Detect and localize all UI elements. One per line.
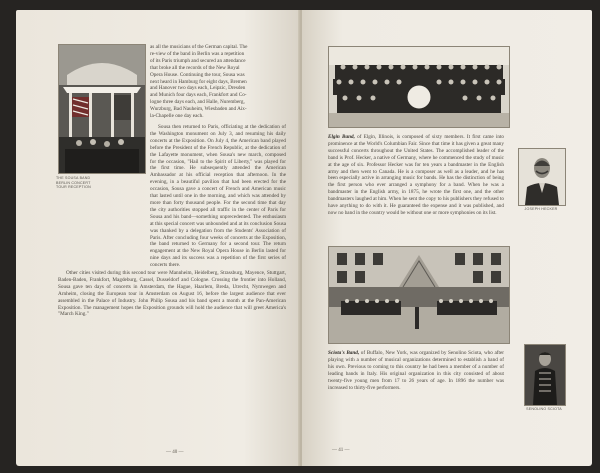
- sciotas-body: of Buffalo, New York, was organized by Senolino Sciota, who after playing with a number of musical organizations determined to establish a band of his own. Previous to coming to this country he had been a member of a number of leading bands in Italy. His original organization in this city consisted of about twenty-five young men from 17 to 26 years of age. In 1896 the number was increased to thirty-five performers.: [328, 350, 504, 391]
- text-line: as all the musicians of the German capital. The: [150, 44, 248, 50]
- top-right-column-text: [150, 44, 286, 120]
- elgin-heading: Elgin Band,: [328, 134, 355, 140]
- text-line: and Hanover two days each, Leipzic, Dresden: [150, 85, 246, 92]
- open-book: [16, 10, 588, 466]
- text-line: of its Paris triumph and secured an attendance: [150, 57, 246, 64]
- caption-line: THE SOUSA BAND: [56, 176, 91, 180]
- hecker-portrait: [518, 148, 566, 206]
- elgin-band-group-photo: [328, 46, 510, 128]
- text-line: Wurzburg, Bad Nauheim, Wiesbaden and Aix-: [150, 106, 247, 113]
- text-line: and Munich four days each, Frankfort and Co-: [150, 92, 247, 99]
- hecker-caption: JOSEPH HECKER: [524, 207, 558, 211]
- text-line: la-Chapelle one day each.: [150, 113, 204, 120]
- paragraph: Other cities visited during this second tour were Mannheim, Heidelberg, Strassburg, Mayence, Stuttgart, Baden-Baden, Frankfort, Magdeburg, Cassel, Dusseldorf and Cologne. Crossing the frontier into Holland, Sousa gave ten days of concerts in Amsterdam, the Hague, Haarlem, Breda, Utrecht, Nymwegen and Arnheim, closing the European tour in Amsterdam on August 16, before the largest audience that ever assembled in the Palace of Industry. John Philip Sousa and his band spent a month at the Pan-American Exposition. The management hopes the Exposition grounds will hold the audience that will greet America's "March King.": [58, 270, 286, 318]
- page-number: — 40 —: [166, 450, 184, 455]
- left-page: [16, 10, 300, 466]
- page-number: — 41 —: [332, 448, 350, 453]
- elgin-band-text: [328, 134, 504, 218]
- sciotas-heading: Sciota's Band,: [328, 350, 360, 356]
- sciotas-band-courtyard-photo: [328, 246, 510, 344]
- elgin-paragraph: [328, 134, 504, 217]
- elgin-body: of Elgin, Illinois, is composed of sixty members. It first came into prominence at the World's Columbian Fair. Since that time it has given a great many successful concerts throughout the United States. The accomplished leader of the band is Prof. Hecker, a native of Germany, where he commenced the study of music at the age of six. Professor Hecker was for ten years a bandmaster in the English army and then went to Canada. He is a composer as well as a leader, and he has been especially active in arranging music for bands. He has the distinction of being the first person who ever arranged a symphony for a band. When he was a bandmaster in the English army, in 1875, he wrote the first one, and the other bandmasters laughed at him. When he sent the copy to his publishers they refused to have anything to do with it. He guaranteed the expense and it was published, and now no band in the country would be without one or more symphonies on its list.: [328, 134, 505, 216]
- text-line: that broke all the records of the New Royal: [150, 64, 240, 71]
- caption-line: TOUR RECEPTION: [56, 185, 91, 190]
- text-line: next heard in Hamburg for eight days, Bremen: [150, 78, 247, 85]
- caption-line: BERLIN CONCERT: [56, 180, 91, 185]
- text-line: re-view of the band in Berlin was a repetition: [150, 50, 245, 57]
- sciotas-paragraph: [328, 350, 504, 391]
- sciota-caption: SENOLINO SCIOTA: [526, 407, 562, 411]
- paragraph: Sousa then returned to Paris, officiating at the dedication of the Washington monument on July 3, and resuming his daily concerts at the Exposition. On July 4, the American band played before the President of the French Republic, at the dedication of the Lafayette monument, when Sousa's new march, composed for the occasion, "Hail to the Spirit of Liberty," was played for the first time. He subsequently attended the American Ambassador at his official reception that afternoon. In the evening, in a beautiful pavilion that had been erected for the occasion, Sousa gave a concert of French and American music that lasted until one in the morning, and which was attended by more than forty thousand people. For the second time that day the city authorities stopped all traffic in the center of Paris for Sousa and his band—something unprecedented. The enthusiasm at this special concert was unbounded and at its conclusion Sousa was thanked by a delegation from the Students' Association of Paris. After concluding four weeks of concerts at the Exposition, the band returned to Germany for a second tour. The return engagement at the New Royal Opera House in Berlin lasted for nine days and its success was a repetition of the first series of concerts there.: [150, 124, 286, 269]
- right-page: [302, 10, 592, 466]
- body-text: [58, 124, 286, 440]
- sciota-portrait: [524, 344, 566, 406]
- text-line: logne three days each, and Halle, Nuremberg,: [150, 99, 245, 106]
- sciotas-band-text: [328, 350, 504, 392]
- text-line: Opera House. Continuing the tour, Sousa was: [150, 71, 245, 78]
